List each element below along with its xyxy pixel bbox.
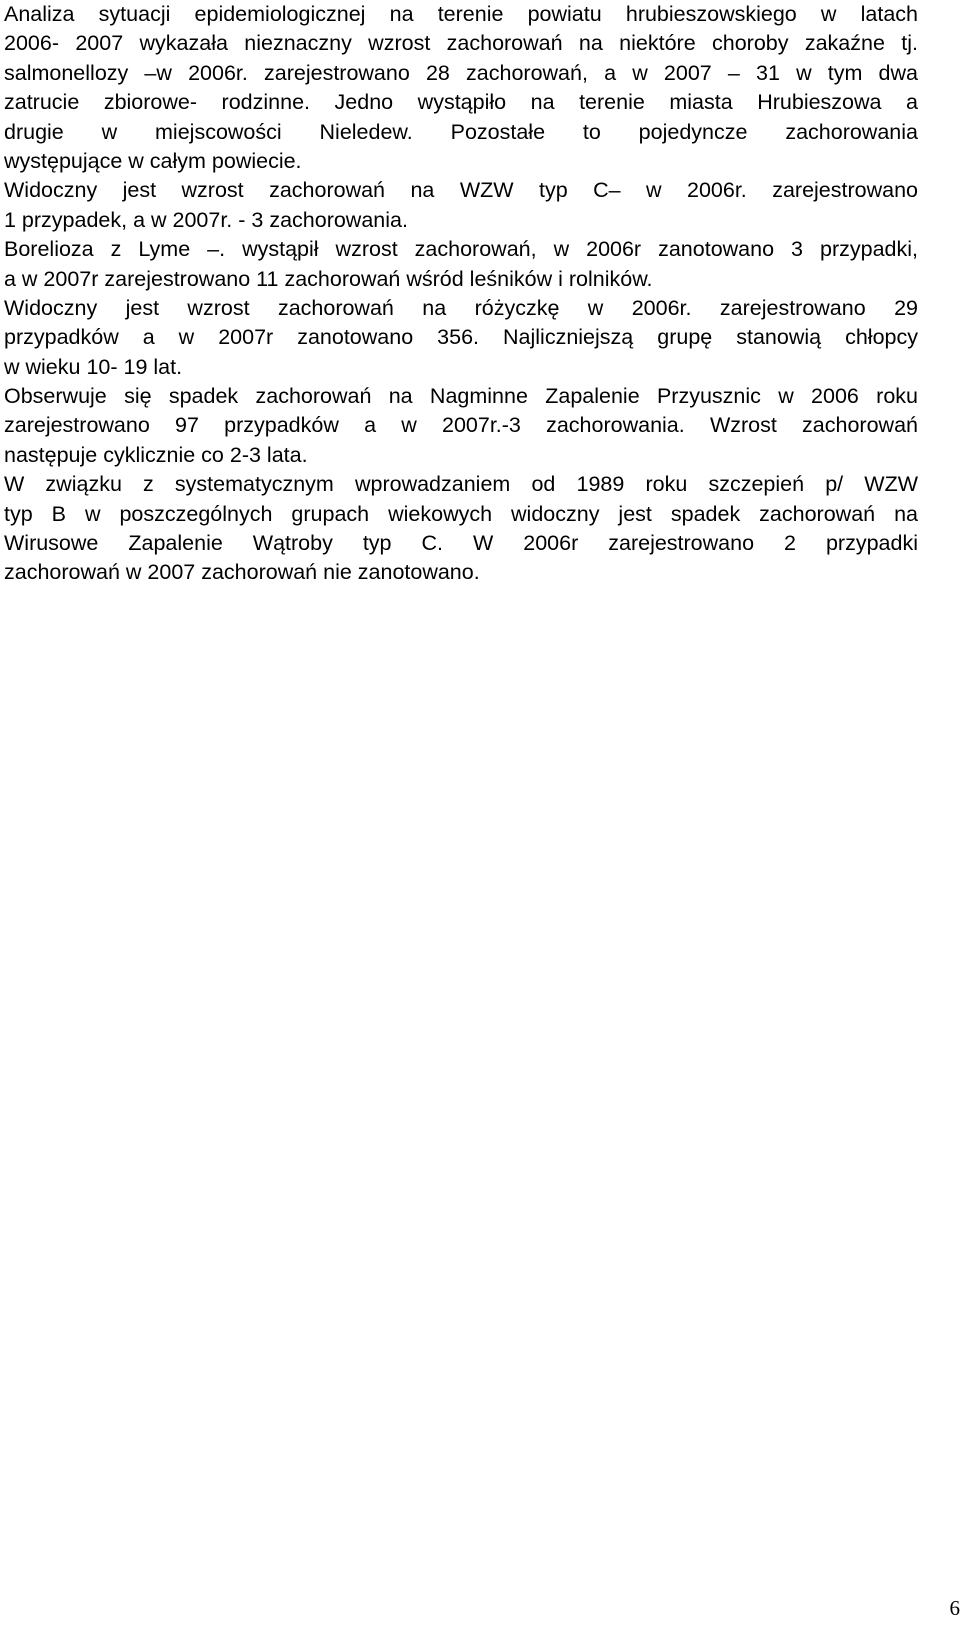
text-line: przypadków a w 2007r zanotowano 356. Najliczniejszą grupę stanowią chłopcy (4, 325, 918, 350)
text-line: salmonellozy –w 2006r. zarejestrowano 28 zachorowań, a w 2007 – 31 w tym dwa (4, 60, 918, 85)
text-line: 2006- 2007 wykazała nieznaczny wzrost zachorowań na niektóre choroby zakaźne tj. (4, 31, 918, 56)
text-line: Obserwuje się spadek zachorowań na Nagminne Zapalenie Przyusznic w 2006 roku (4, 384, 918, 409)
text-line: drugie w miejscowości Nieledew. Pozostałe to pojedyncze zachorowania (4, 119, 918, 144)
text-line: zachorowań w 2007 zachorowań nie zanotowano. (4, 560, 480, 585)
text-line: Widoczny jest wzrost zachorowań na różyczkę w 2006r. zarejestrowano 29 (4, 295, 918, 320)
text-line: zatrucie zbiorowe- rodzinne. Jedno wystąpiło na terenie miasta Hrubieszowa a (4, 90, 918, 115)
text-line: Widoczny jest wzrost zachorowań na WZW typ C– w 2006r. zarejestrowano (4, 178, 918, 203)
text-line: zarejestrowano 97 przypadków a w 2007r.-3 zachorowania. Wzrost zachorowań (4, 413, 918, 438)
text-line: następuje cyklicznie co 2-3 lata. (4, 442, 308, 467)
text-line: Borelioza z Lyme –. wystąpił wzrost zachorowań, w 2006r zanotowano 3 przypadki, (4, 237, 918, 262)
text-line: W związku z systematycznym wprowadzaniem od 1989 roku szczepień p/ WZW (4, 472, 918, 497)
text-line: Analiza sytuacji epidemiologicznej na terenie powiatu hrubieszowskiego w latach (4, 2, 918, 26)
document-body (4, 0, 918, 588)
text-line: w wieku 10- 19 lat. (4, 354, 183, 379)
text-line: a w 2007r zarejestrowano 11 zachorowań wśród leśników i rolników. (4, 266, 653, 291)
text-line: typ B w poszczególnych grupach wiekowych widoczny jest spadek zachorowań na (4, 501, 918, 526)
page-number: 6 (949, 1596, 960, 1620)
text-line: występujące w całym powiecie. (4, 148, 302, 173)
text-line: Wirusowe Zapalenie Wątroby typ C. W 2006r zarejestrowano 2 przypadki (4, 531, 918, 556)
text-line: 1 przypadek, a w 2007r. - 3 zachorowania. (4, 207, 408, 232)
